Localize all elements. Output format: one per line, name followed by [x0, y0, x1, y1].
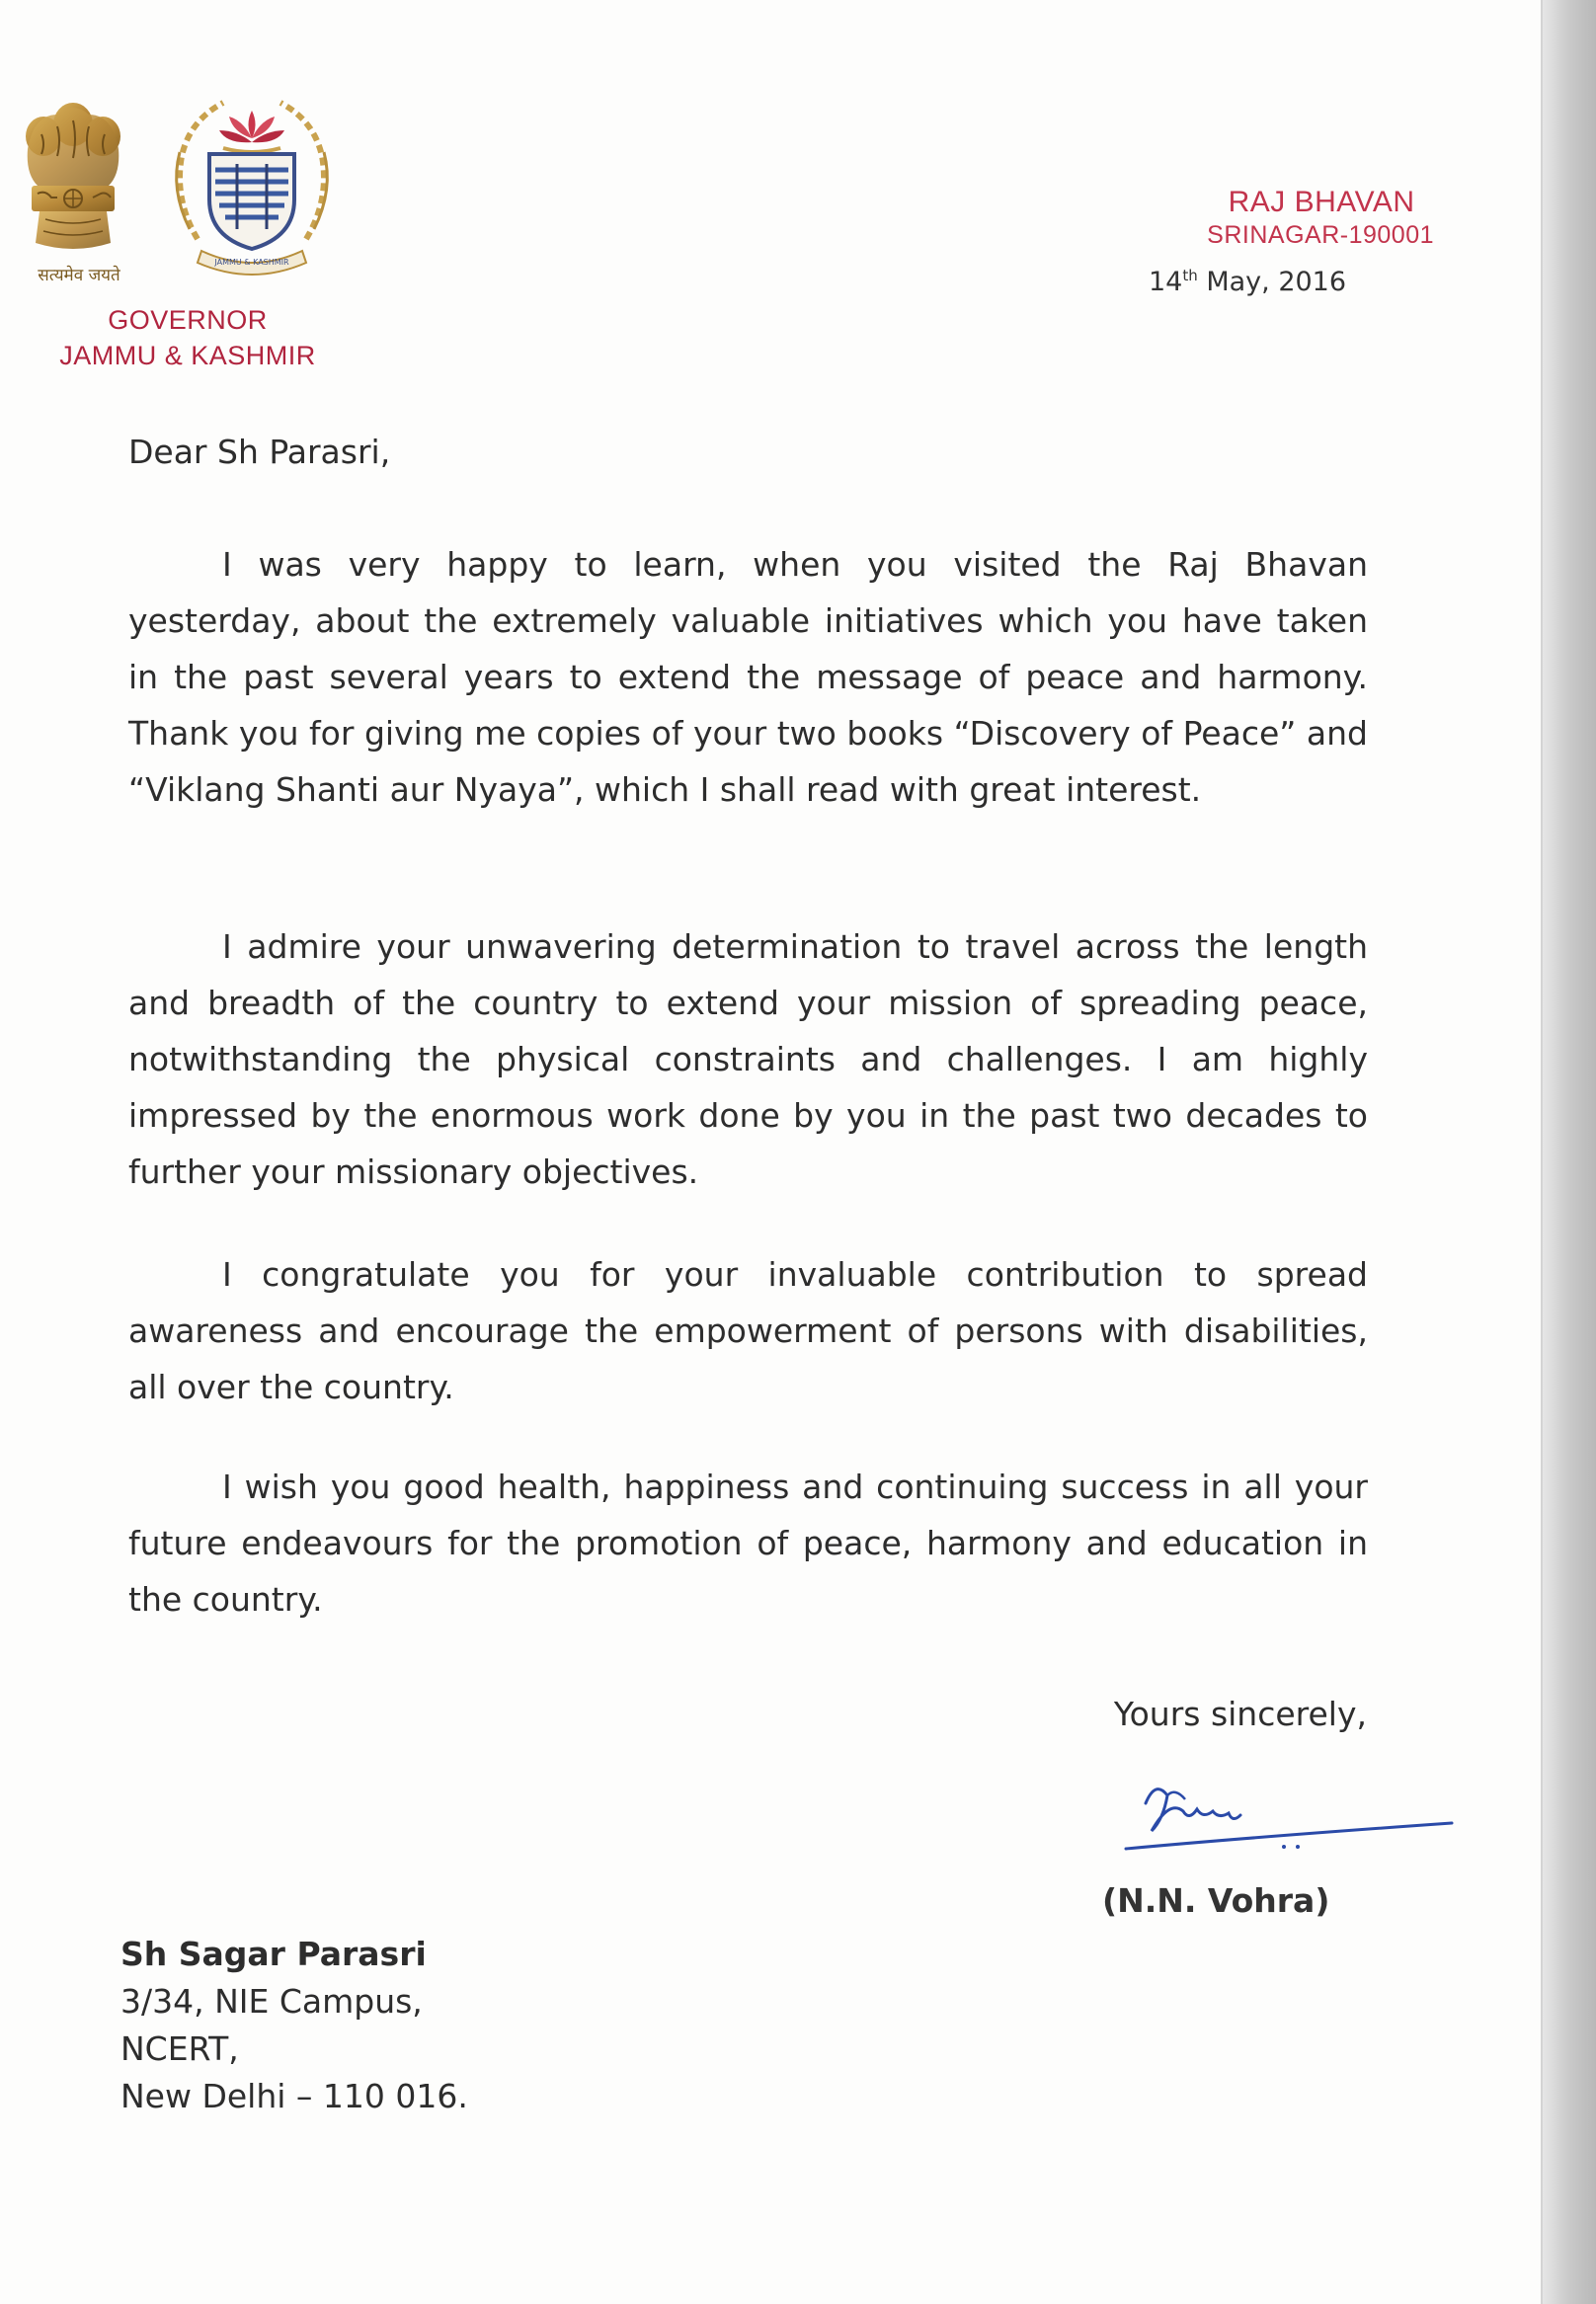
office-line-state: JAMMU & KASHMIR [59, 341, 316, 370]
paragraph-1 [128, 536, 1368, 818]
recipient-line-2: NCERT, [120, 2029, 239, 2068]
sender-address [1207, 186, 1434, 251]
date-day: 14 [1149, 267, 1183, 297]
paragraph-3 [128, 1246, 1368, 1415]
page-edge-shadow [1543, 0, 1596, 2304]
paragraph-1-text: I was very happy to learn, when you visited the Raj Bhavan yesterday, about the extremely valuable initiatives which you have taken in the past several years to extend the message of peace and harmony. Thank you for giving me copies of your two books “Discovery of Peace” and “Viklang Shanti aur Nyaya”, which I shall read with great interest. [128, 545, 1368, 809]
paragraph-3-text: I congratulate you for your invaluable contribution to spread awareness and encourage the empowerment of persons with disabilities, all over the country. [128, 1255, 1368, 1406]
date-suffix: th [1182, 267, 1198, 284]
signatory-name: (N.N. Vohra) [1102, 1881, 1330, 1920]
svg-text:JAMMU & KASHMIR: JAMMU & KASHMIR [214, 258, 289, 267]
recipient-name: Sh Sagar Parasri [120, 1935, 427, 1973]
office-line-governor: GOVERNOR [108, 305, 268, 335]
paragraph-2 [128, 918, 1368, 1200]
recipient-line-1: 3/34, NIE Campus, [120, 1982, 423, 2021]
date-rest: May, 2016 [1197, 267, 1347, 297]
address-raj-bhavan: RAJ BHAVAN [1228, 186, 1415, 218]
closing-line: Yours sincerely, [1113, 1695, 1367, 1733]
motto-text: सत्यमेव जयते [38, 266, 120, 285]
governor-office-title [59, 302, 316, 373]
handwritten-signature-icon [1106, 1760, 1462, 1868]
paragraph-4-text: I wish you good health, happiness and continuing success in all your future endeavours for the promotion of peace, harmony and education in the country. [128, 1468, 1368, 1619]
ashoka-emblem-icon [14, 95, 132, 273]
paragraph-2-text: I admire your unwavering determination to travel across the length and breadth of the country to extend your mission of spreading peace, notwithstanding the physical constraints and challenges. I am highly impressed by the enormous work done by you in the past two decades to further your missionary objectives. [128, 927, 1368, 1191]
salutation: Dear Sh Parasri, [128, 433, 391, 471]
recipient-line-3: New Delhi – 110 016. [120, 2077, 468, 2115]
jk-state-emblem-icon [168, 91, 336, 278]
recipient-address [120, 1931, 468, 2120]
letter-date [1149, 267, 1346, 297]
paragraph-4 [128, 1459, 1368, 1628]
address-city: SRINAGAR-190001 [1207, 221, 1434, 249]
